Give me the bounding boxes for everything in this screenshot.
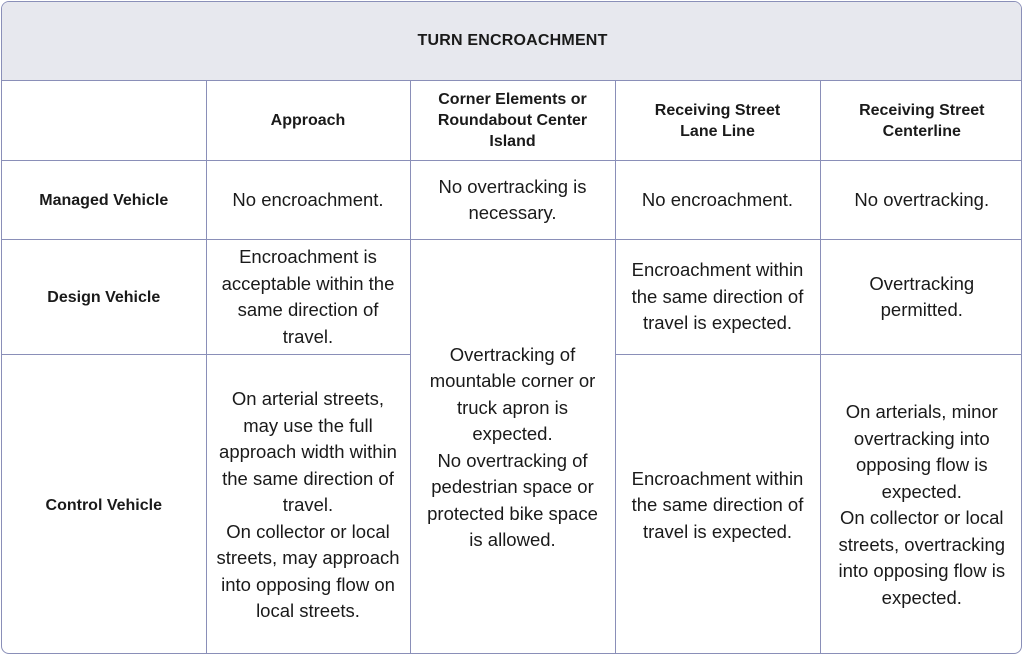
row-label-control-vehicle: Control Vehicle [2, 355, 206, 655]
turn-encroachment-table [1, 1, 1022, 654]
header-corner-elements: Corner Elements or Roundabout Center Island [410, 81, 615, 161]
header-receiving-centerline: Receiving Street Centerline [820, 81, 1022, 161]
table-title: TURN ENCROACHMENT [2, 2, 1022, 81]
cell-control-approach: On arterial streets, may use the full approach width within the same direction of travel. On collector or local streets, may approach into opposing flow on local streets. [206, 355, 410, 655]
cell-managed-approach: No encroachment. [206, 161, 410, 240]
cell-managed-corner: No overtracking is necessary. [410, 161, 615, 240]
cell-design-approach: Encroachment is acceptable within the same direction of travel. [206, 240, 410, 355]
cell-design-centerline: Overtracking permitted. [820, 240, 1022, 355]
header-corner-empty [2, 81, 206, 161]
row-label-managed-vehicle: Managed Vehicle [2, 161, 206, 240]
header-receiving-lane-line: Receiving Street Lane Line [615, 81, 820, 161]
cell-control-centerline: On arterials, minor overtracking into opposing flow is expected. On collector or local streets, overtracking into opposing flow is expected. [820, 355, 1022, 655]
cell-managed-centerline: No overtracking. [820, 161, 1022, 240]
cell-design-lane-line: Encroachment within the same direction of travel is expected. [615, 240, 820, 355]
cell-managed-lane-line: No encroachment. [615, 161, 820, 240]
table-row-design-vehicle [2, 240, 1022, 355]
cell-control-lane-line: Encroachment within the same direction of travel is expected. [615, 355, 820, 655]
row-label-design-vehicle: Design Vehicle [2, 240, 206, 355]
table-row-managed-vehicle [2, 161, 1022, 240]
header-approach: Approach [206, 81, 410, 161]
encroachment-grid [2, 2, 1022, 654]
cell-design-control-corner: Overtracking of mountable corner or truck apron is expected. No overtracking of pedestrian space or protected bike space is allowed. [410, 240, 615, 655]
